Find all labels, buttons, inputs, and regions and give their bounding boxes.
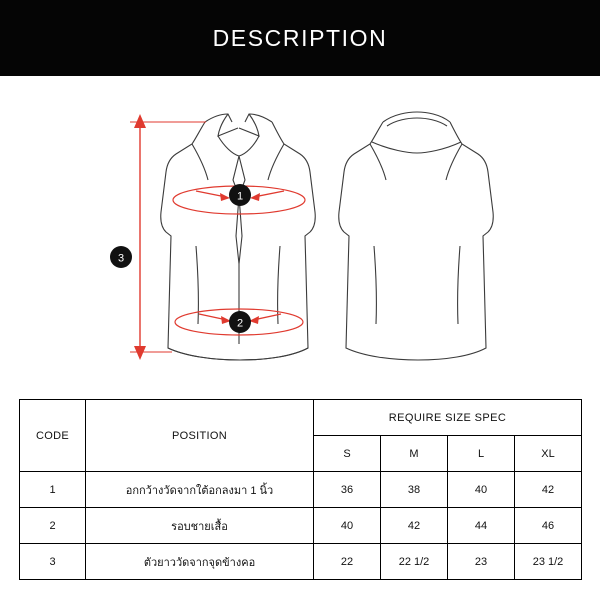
page-title: DESCRIPTION xyxy=(212,24,388,51)
header-size-m: M xyxy=(381,436,448,472)
row-value-m: 38 xyxy=(381,472,448,508)
row-position: ตัวยาววัดจากจุดข้างคอ xyxy=(86,544,314,580)
row-value-s: 36 xyxy=(314,472,381,508)
size-chart-illustration xyxy=(0,76,600,396)
row-position: รอบชายเสื้อ xyxy=(86,508,314,544)
table-header-row-1 xyxy=(20,400,582,436)
measurement-annotations xyxy=(110,114,305,360)
header-size-xl: XL xyxy=(515,436,582,472)
header-size-l: L xyxy=(448,436,515,472)
row-position: อกกว้างวัดจากใต้อกลงมา 1 นิ้ว xyxy=(86,472,314,508)
row-value-s: 40 xyxy=(314,508,381,544)
svg-text:3: 3 xyxy=(117,252,125,265)
marker-1 xyxy=(229,184,251,206)
marker-2 xyxy=(229,311,251,333)
svg-text:2: 2 xyxy=(236,317,244,330)
row-code: 2 xyxy=(20,508,86,544)
row-value-xl: 46 xyxy=(515,508,582,544)
row-value-xl: 42 xyxy=(515,472,582,508)
row-value-xl: 23 1/2 xyxy=(515,544,582,580)
row-value-m: 42 xyxy=(381,508,448,544)
svg-text:1: 1 xyxy=(236,190,244,203)
header-bar xyxy=(0,0,600,76)
row-value-l: 44 xyxy=(448,508,515,544)
marker-3 xyxy=(110,246,132,268)
header-size-s: S xyxy=(314,436,381,472)
row-value-s: 22 xyxy=(314,544,381,580)
size-spec-table xyxy=(19,399,582,580)
header-position: POSITION xyxy=(86,400,314,472)
row-value-l: 23 xyxy=(448,544,515,580)
table-row xyxy=(20,472,582,508)
row-code: 3 xyxy=(20,544,86,580)
table-row xyxy=(20,508,582,544)
row-code: 1 xyxy=(20,472,86,508)
header-code: CODE xyxy=(20,400,86,472)
table-row xyxy=(20,544,582,580)
back-garment-view xyxy=(339,112,494,360)
row-value-m: 22 1/2 xyxy=(381,544,448,580)
row-value-l: 40 xyxy=(448,472,515,508)
header-require-size-spec: REQUIRE SIZE SPEC xyxy=(314,400,582,436)
